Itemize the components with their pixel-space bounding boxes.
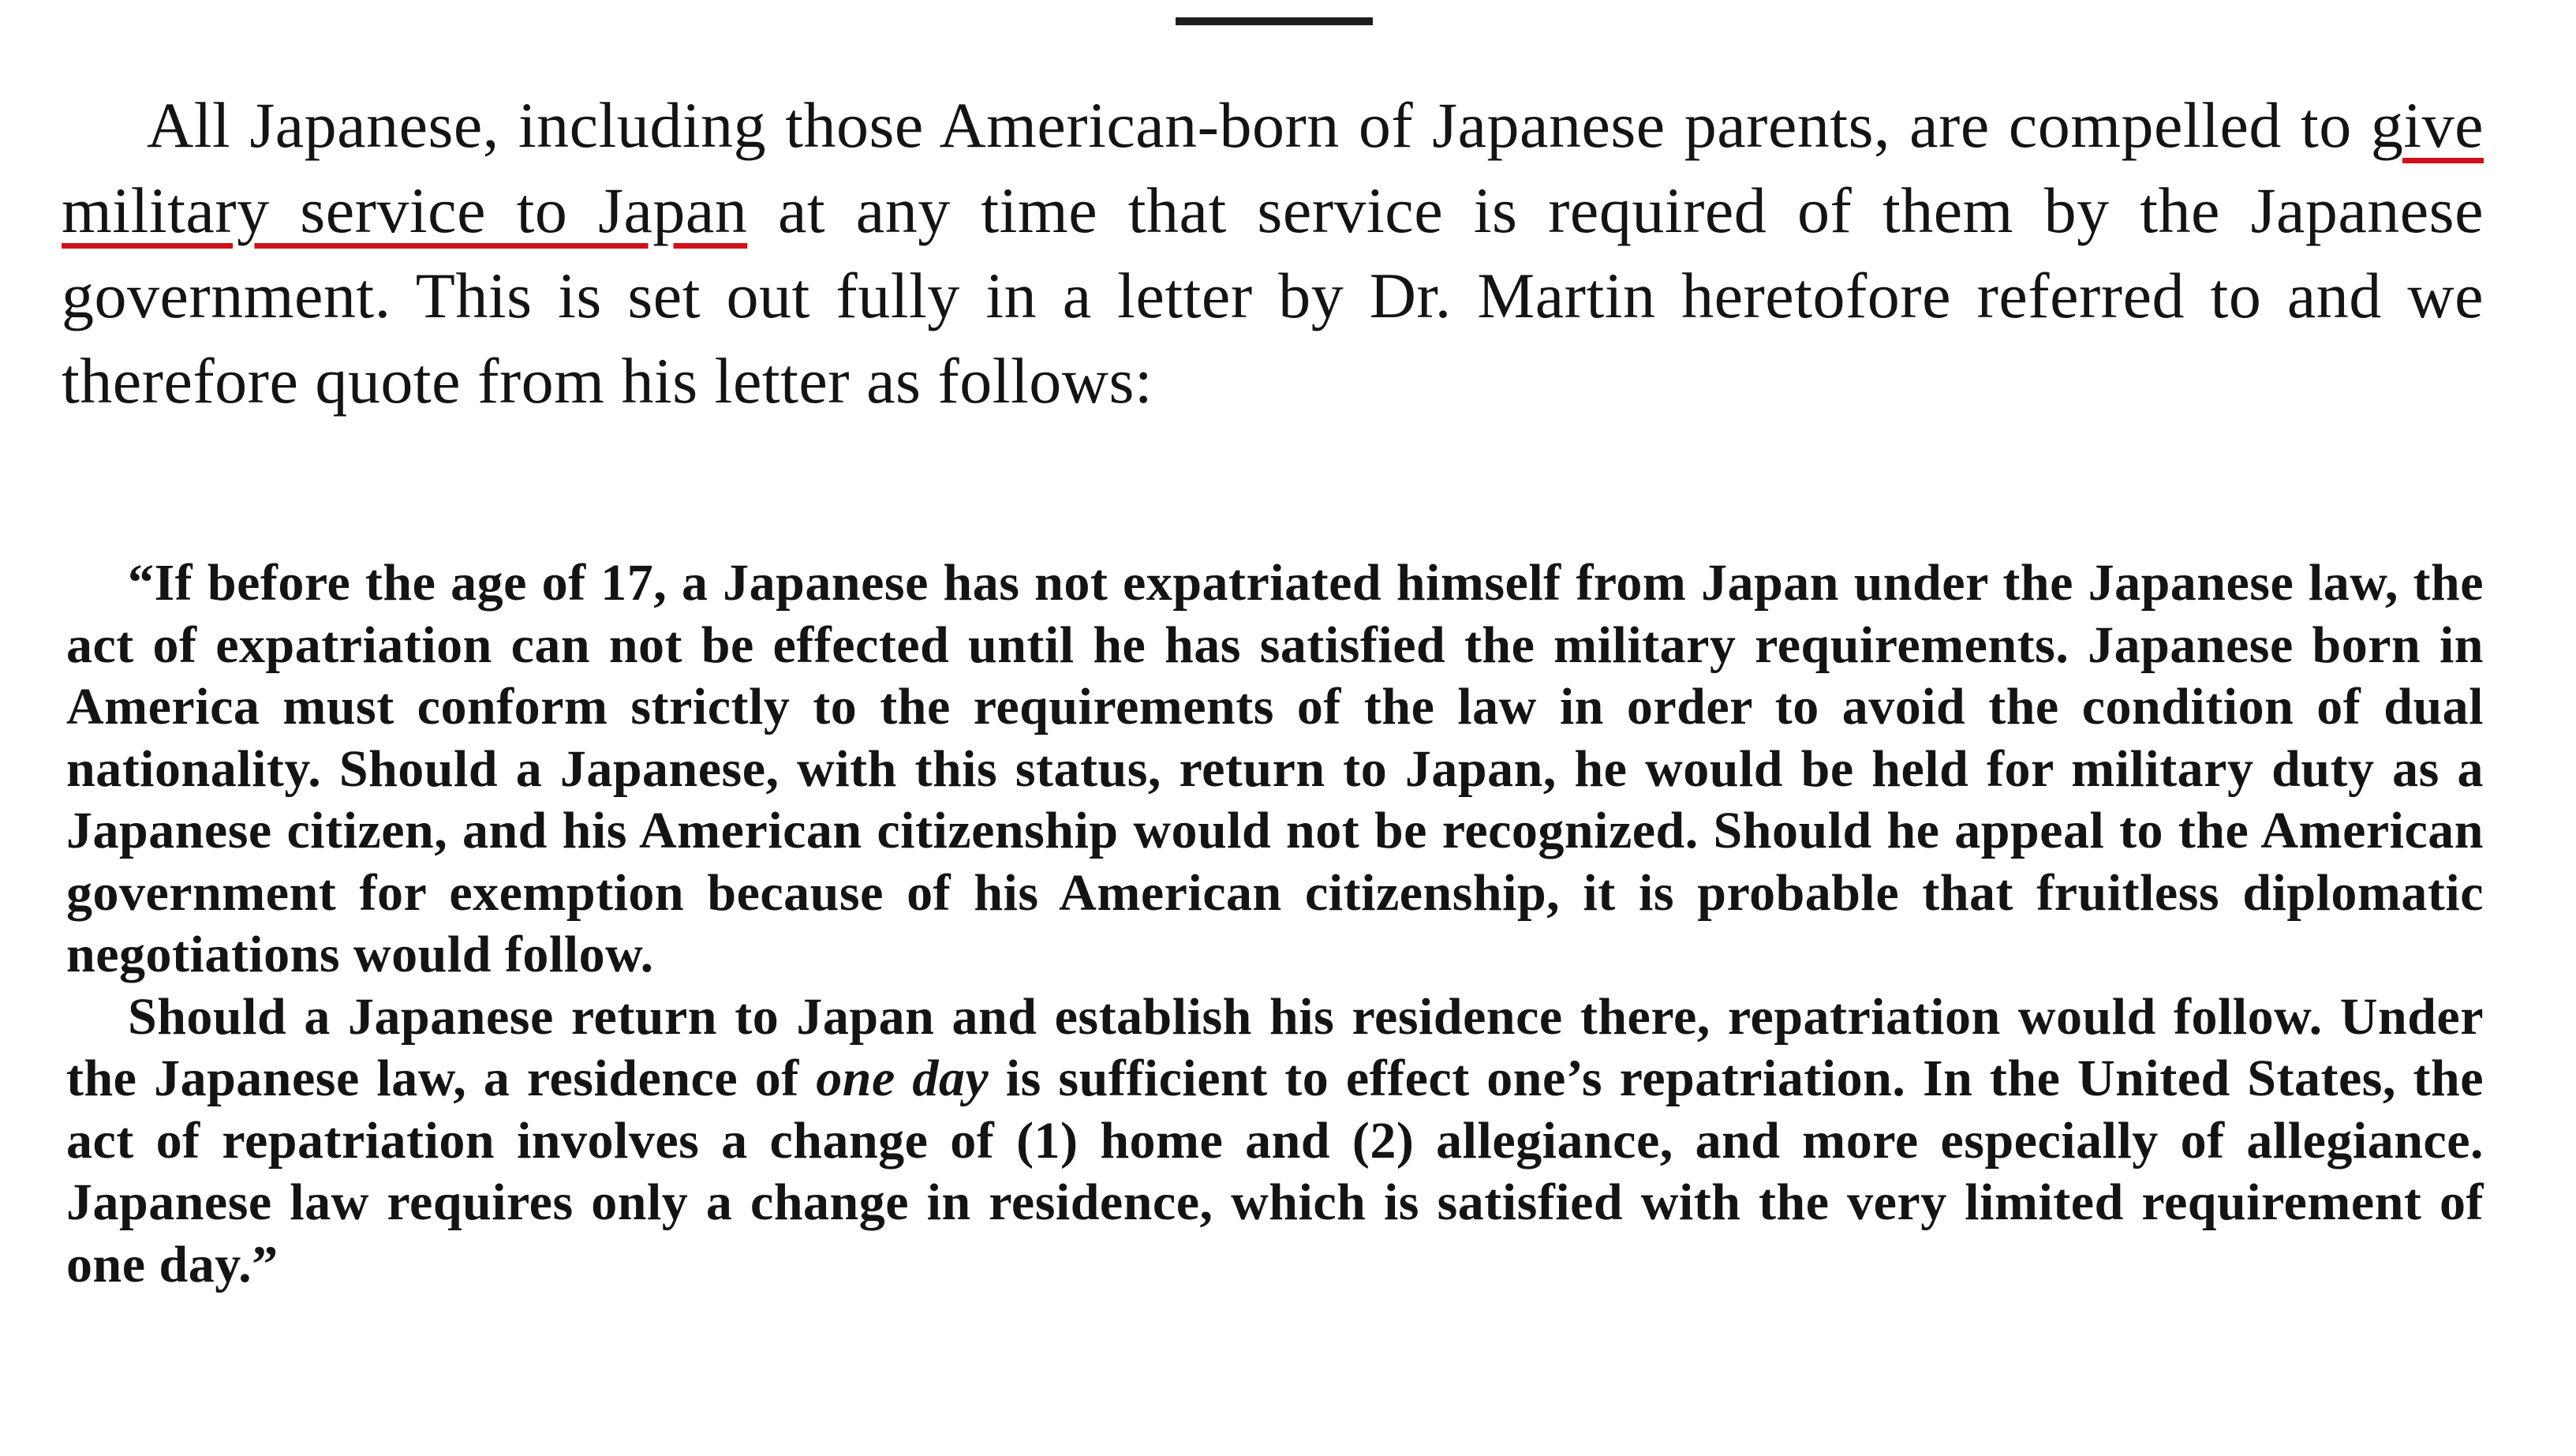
- paragraph-text-before: All Japanese, including those American-born of Japanese parents, are compelled to: [147, 89, 2371, 161]
- quote-paragraph-expatriation: “If before the age of 17, a Japanese has not expatriated himself from Japan under the Japanese law, the act of expatriation can not be effected until he has satisfied the military requirements. Japanese born in America must conform strictly to the requirements of the law in order to avoid the condition of dual nationality. Should a Japanese, with this status, return to Japan, he would be held for military duty as a Japanese citizen, and his American citizenship would not be recognized. Should he appeal to the American government for exemption because of his American citizenship, it is probable that fruitless diplomatic negotiations would follow.: [66, 554, 2484, 983]
- underlined-phrase: give military service to Japan: [62, 89, 2484, 246]
- quote-text-after: is sufficient to effect one’s repatriation. In the United States, the act of repatriation involves a change of (1) home and (2) allegiance, and more especially of allegiance. Japanese law requires only a change in residence, which is satisfied with the very limited requirement of one day.”: [66, 1050, 2484, 1293]
- quote-text-before: Should a Japanese return to Japan and establish his residence there, repatriation would follow. Under the Japanese law, a residence of: [66, 987, 2484, 1107]
- main-text: [62, 83, 2484, 424]
- quote-paragraph-repatriation: [66, 986, 2484, 1297]
- paragraph-text-after: at any time that service is required of them by the Japanese government. This is set out fully in a letter by Dr. Martin heretofore referred to and we therefore quote from his letter as follows:: [62, 174, 2484, 417]
- block-quote: [66, 552, 2484, 1296]
- section-rule: [1176, 17, 1373, 25]
- paragraph-military-service: [62, 83, 2484, 424]
- quote-italic-phrase: one day: [816, 1050, 989, 1107]
